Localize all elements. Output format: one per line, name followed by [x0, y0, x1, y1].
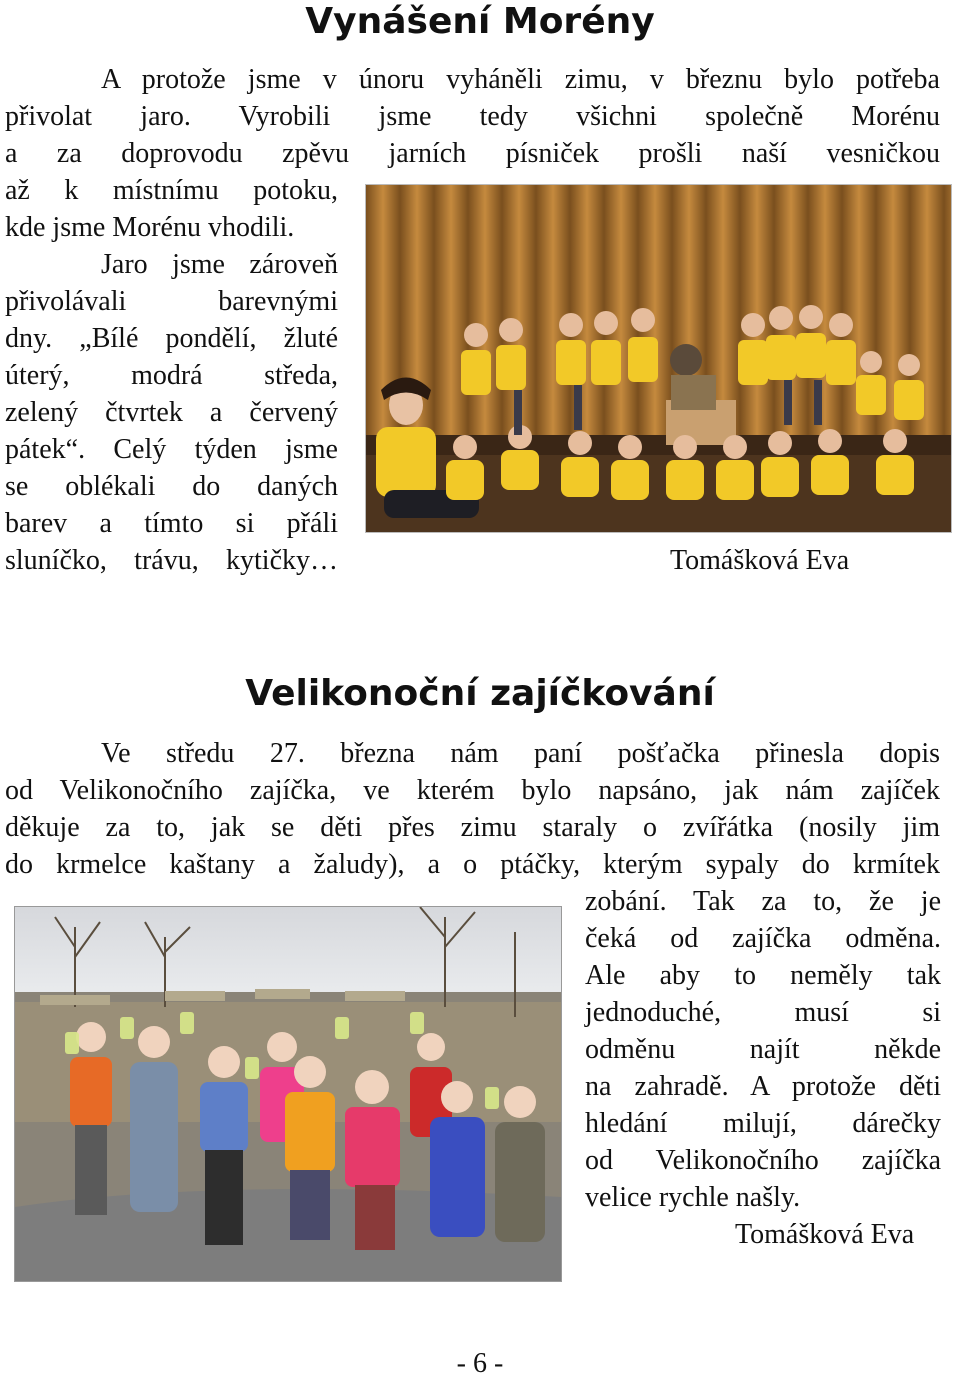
section2-line: odměnu najít někde [585, 1034, 941, 1065]
section2-line: od Velikonočního zajíčka [585, 1145, 941, 1176]
section1-line: dny. „Bílé pondělí, žluté [5, 323, 338, 354]
section1-line: pátek“. Celý týden jsme [5, 434, 338, 465]
section2-line: zobání. Tak za to, že je [585, 886, 941, 917]
section2-line: velice rychle našly. [585, 1182, 801, 1213]
section2-line: na zahradě. A protože děti [585, 1071, 941, 1102]
section1-line: a za doprovodu zpěvu jarních písniček prošli naší vesničkou [5, 138, 940, 169]
photo-stage-children [365, 184, 952, 533]
section1-line: zelený čtvrtek a červený [5, 397, 338, 428]
section1-author: Tomášková Eva [670, 545, 850, 576]
section2-line: čeká od zajíčka odměna. [585, 923, 941, 954]
section1-line: A protože jsme v únoru vyháněli zimu, v březnu bylo potřeba [101, 64, 940, 95]
section2-line: jednoduché, musí si [585, 997, 941, 1028]
section1-line: úterý, modrá středa, [5, 360, 338, 391]
section2-line: Ale aby to neměly tak [585, 960, 941, 991]
section2-line: děkuje za to, jak se děti přes zimu staraly o zvířátka (nosily jim [5, 812, 940, 843]
section1-line: kde jsme Morénu vhodili. [5, 212, 295, 243]
section2-line: hledání milují, dárečky [585, 1108, 941, 1139]
section1-line: se oblékali do daných [5, 471, 338, 502]
section1-line: Jaro jsme zároveň [101, 249, 338, 280]
section1-line: sluníčko, trávu, kytičky… [5, 545, 338, 576]
page-number: - 6 - [456, 1348, 504, 1379]
section2-author: Tomášková Eva [735, 1219, 915, 1250]
section2-line: Ve středu 27. března nám paní pošťačka přinesla dopis [101, 738, 940, 769]
section1-line: barev a tímto si přáli [5, 508, 338, 539]
section1-line: přivolat jaro. Vyrobili jsme tedy všichni společně Morénu [5, 101, 940, 132]
section1-line: přivolávali barevnými [5, 286, 338, 317]
section1-title: Vynášení Morény [305, 1, 655, 42]
section2-line: do krmelce kaštany a žaludy), a o ptáčky, kterým sypaly do krmítek [5, 849, 940, 880]
photo-garden-children [14, 906, 562, 1282]
section2-title: Velikonoční zajíčkování [245, 673, 715, 714]
section2-line: od Velikonočního zajíčka, ve kterém bylo napsáno, jak nám zajíček [5, 775, 940, 806]
section1-line: až k místnímu potoku, [5, 175, 338, 206]
